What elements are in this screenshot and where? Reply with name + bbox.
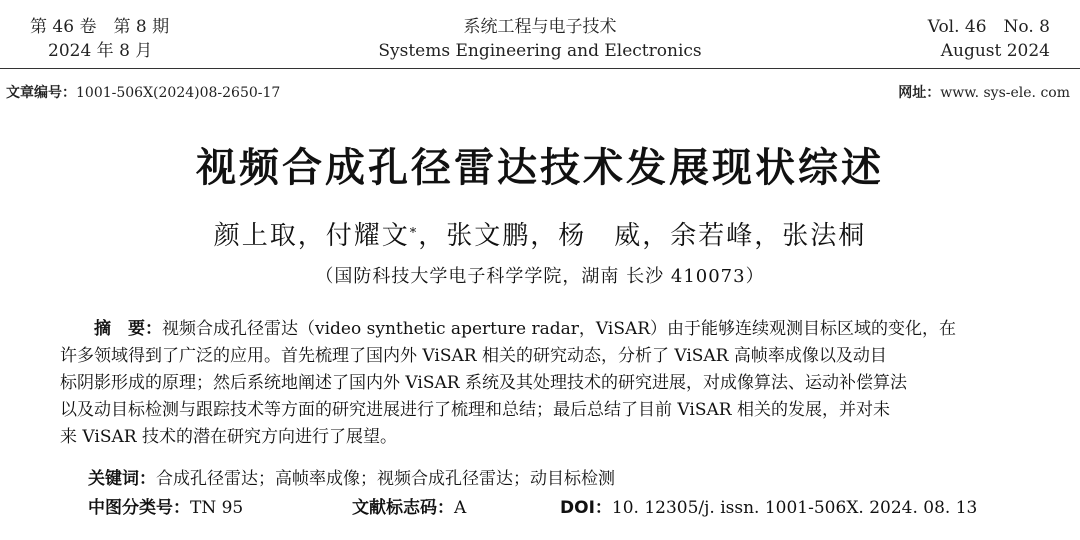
corresponding-author-mark: * xyxy=(409,226,419,241)
volume-issue: 第 46 卷 第 8 期 xyxy=(30,17,170,37)
abstract-label: 摘 要： xyxy=(94,319,162,339)
website-label: 网址： xyxy=(898,85,941,101)
abstract-line-2: 许多领域得到了广泛的应用。首先梳理了国内外 ViSAR 相关的研究动态，分析了 ViSAR 高帧率成像以及动目 xyxy=(60,346,887,366)
authors-part1: 颜上取，付耀文 xyxy=(213,221,410,251)
document-code-value: A xyxy=(454,498,467,518)
paper-title: 视频合成孔径雷达技术发展现状综述 xyxy=(196,145,884,191)
clc-label: 中图分类号： xyxy=(88,498,190,518)
document-code-label: 文献标志码： xyxy=(352,498,454,518)
website xyxy=(898,82,1070,102)
document-code xyxy=(352,493,466,518)
author-list xyxy=(0,218,1080,254)
abstract-line-4: 以及动目标检测与跟踪技术等方面的研究进展进行了梳理和总结；最后总结了目前 ViSAR 相关的发展，并对未 xyxy=(60,400,890,420)
article-number xyxy=(6,82,280,102)
article-number-value: 1001-506X(2024)08-2650-17 xyxy=(76,85,281,101)
journal-name-cn: 系统工程与电子技术 xyxy=(463,17,617,37)
clc-value: TN 95 xyxy=(190,498,244,518)
keywords-value: 合成孔径雷达；高帧率成像；视频合成孔径雷达；动目标检测 xyxy=(156,469,615,489)
volume-issue-en: Vol. 46 No. 8 xyxy=(927,17,1050,37)
keywords xyxy=(88,464,615,489)
affiliation: （国防科技大学电子科学学院，湖南 长沙 410073） xyxy=(315,266,765,287)
article-number-label: 文章编号： xyxy=(6,85,76,101)
abstract-line-5: 来 ViSAR 技术的潜在研究方向进行了展望。 xyxy=(60,427,397,447)
keywords-label: 关键词： xyxy=(88,469,156,489)
doi xyxy=(560,493,977,518)
doi-value: 10. 12305/j. issn. 1001-506X. 2024. 08. 13 xyxy=(611,498,978,518)
authors-part2: ，张文鹏，杨 威，余若峰，张法桐 xyxy=(418,221,867,251)
abstract-line-1: 视频合成孔径雷达（video synthetic aperture radar，ViSAR）由于能够连续观测目标区域的变化，在 xyxy=(162,319,957,339)
journal-name-en: Systems Engineering and Electronics xyxy=(378,41,702,61)
clc-number xyxy=(88,493,243,518)
doi-label: DOI： xyxy=(560,498,612,518)
header-rule xyxy=(0,68,1080,69)
abstract xyxy=(60,316,1038,451)
publication-date-en: August 2024 xyxy=(940,41,1050,61)
website-value: www. sys-ele. com xyxy=(940,85,1070,101)
abstract-line-3: 标阴影形成的原理；然后系统地阐述了国内外 ViSAR 系统及其处理技术的研究进展，对成像算法、运动补偿算法 xyxy=(60,373,907,393)
publication-date-cn: 2024 年 8 月 xyxy=(48,41,153,61)
abstract-line xyxy=(60,316,1038,343)
